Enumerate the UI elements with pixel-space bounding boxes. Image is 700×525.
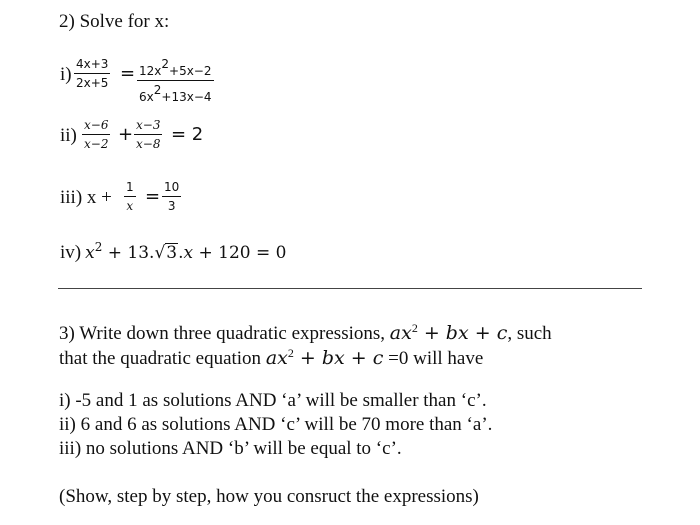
- question-3-line-1: 3) Write down three quadratic expressions, $ax^2$ + bx + c, such: [59, 321, 552, 344]
- question-3-note: (Show, step by step, how you consruct the expressions): [59, 486, 479, 507]
- part-iii-fraction-1-numerator: 1: [126, 180, 134, 194]
- part-ii-plus: +: [118, 124, 134, 145]
- part-i-rhs-numerator: $12x^2+5x-2$: [139, 57, 212, 78]
- part-ii-fraction-1: [82, 118, 110, 152]
- part-i-lhs-fraction: [74, 57, 110, 91]
- part-iv-equation: [60, 240, 286, 264]
- fraction-bar: [134, 134, 162, 135]
- part-i-rhs-fraction: [137, 57, 214, 105]
- part-ii-rhs: = 2: [171, 124, 204, 145]
- part-i-rhs-denominator: $6x^2+13x-4$: [139, 83, 212, 104]
- question-2-heading: 2) Solve for x:: [59, 11, 170, 32]
- part-iii-fraction-2-numerator: 10: [164, 180, 180, 194]
- question-3-item-i: i) -5 and 1 as solutions AND ‘a’ will be smaller than ‘c’.: [59, 390, 487, 411]
- part-ii-fraction-2-denominator: x−8: [136, 137, 161, 151]
- part-i-lhs-denominator: 2x+5: [76, 76, 109, 90]
- part-iii-fraction-1: [124, 180, 136, 214]
- part-i-equals: =: [120, 63, 136, 84]
- part-ii-fraction-1-denominator: x−2: [84, 137, 109, 151]
- part-iii-fraction-2-denominator: 3: [167, 199, 176, 213]
- part-ii-fraction-1-numerator: x−6: [84, 118, 109, 132]
- fraction-bar: [82, 134, 110, 135]
- fraction-bar: [74, 73, 110, 74]
- part-iii-equals: =: [145, 186, 161, 207]
- question-3-item-ii: ii) 6 and 6 as solutions AND ‘c’ will be 70 more than ‘a’.: [59, 414, 493, 435]
- part-iv-expression: $x^2 + 13.√3.x + 120 = 0$: [85, 240, 287, 263]
- part-iii-fraction-1-denominator: x: [126, 199, 134, 213]
- fraction-bar: [124, 196, 136, 197]
- part-iv-label: iv): [60, 242, 82, 263]
- part-iii-fraction-2: [162, 180, 181, 214]
- section-divider: [58, 288, 642, 289]
- question-3-item-iii: iii) no solutions AND ‘b’ will be equal to ‘c’.: [59, 438, 402, 459]
- part-i-lhs-numerator: 4x+3: [76, 57, 109, 71]
- part-ii-fraction-2: [134, 118, 162, 152]
- question-3-line-2: that the quadratic equation $ax^2$ + bx + c =0 will have: [59, 346, 484, 369]
- fraction-bar: [162, 196, 181, 197]
- part-ii-fraction-2-numerator: x−3: [136, 118, 161, 132]
- part-i-label: i): [60, 64, 72, 85]
- fraction-bar: [137, 80, 214, 81]
- part-ii-label: ii): [60, 125, 77, 146]
- sqrt-symbol: √: [154, 243, 166, 263]
- part-iii-label: iii) x +: [60, 187, 112, 208]
